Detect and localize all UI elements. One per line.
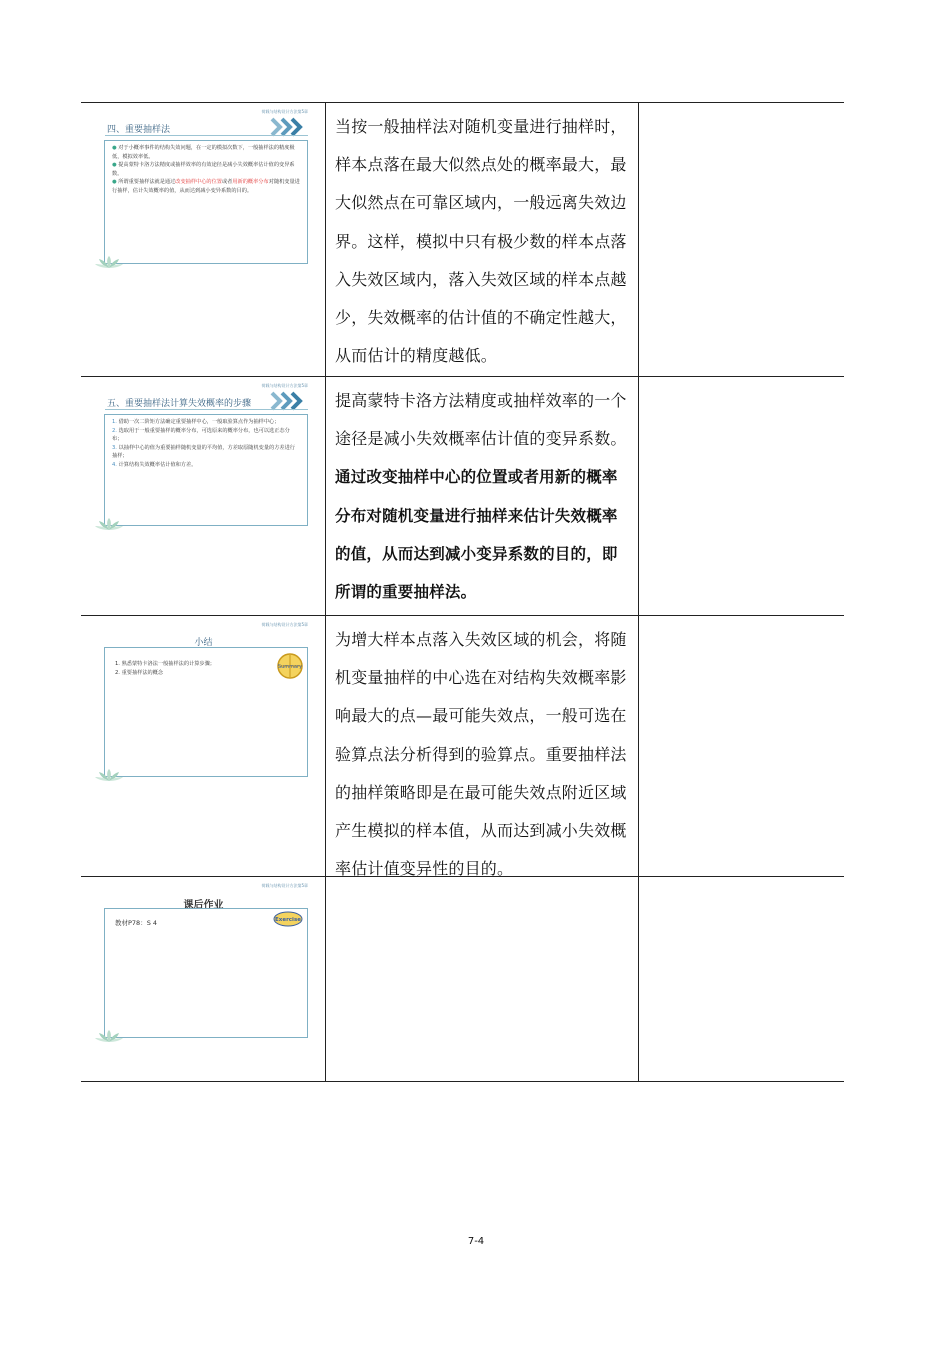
slide-title: 五、重要抽样法计算失效概率的步骤	[107, 399, 252, 409]
slide-thumbnail	[81, 616, 326, 786]
slide-divider	[105, 135, 308, 136]
text-cell	[326, 877, 639, 1081]
chevron-arrows-icon	[270, 117, 304, 137]
bullet-icon: ●	[112, 162, 119, 169]
table-row	[81, 377, 844, 616]
slide-body	[115, 919, 303, 928]
badge-label: Exercise	[275, 917, 301, 923]
list-item: 3. 以抽样中心的值为重要抽样随机变量的平均值，方差取原随机变量的方差进行抽样；	[112, 444, 295, 460]
list-item: 2. 选取用于一般重要抽样的概率分布，可选原来的概率分布，也可以选正态分布；	[112, 427, 290, 443]
notes-cell	[639, 103, 844, 376]
page-number: 7-4	[467, 1236, 485, 1247]
list-item: 1. 借助一次二阶矩方法确定重要抽样中心，一般取验算点作为抽样中心；	[112, 419, 280, 425]
slide-body	[115, 660, 303, 677]
slide-thumbnail	[81, 877, 326, 1047]
lotus-icon	[94, 255, 124, 269]
chevron-arrows-icon	[270, 391, 304, 411]
notes-cell	[639, 377, 844, 615]
lotus-icon	[94, 768, 124, 782]
bullet-icon: ●	[112, 179, 119, 186]
list-item: ● 所谓重要抽样法就是通过改变抽样中心的位置或者用新的概率分布对随机变量进行抽样，估计失效概率的值，从而达到减小变异系数的目的。	[112, 179, 300, 194]
slide-header: 荷载与结构设计方法第5章	[261, 883, 308, 888]
bullet-icon: ●	[112, 145, 119, 151]
paragraph: 当按一般抽样法对随机变量进行抽样时，样本点落在最大似然点处的概率最大，最大似然点在可靠区域内，一般远离失效边界。这样，模拟中只有极少数的样本点落入失效区域内，落入失效区域的样本点越少，失效概率的估计值的不确定性越大，从而估计的精度越低。	[335, 117, 627, 366]
slide-title: 课后作业	[183, 900, 224, 911]
slide-cell	[81, 616, 326, 876]
slide-title: 四、重要抽样法	[107, 125, 171, 135]
slide-body	[112, 418, 300, 470]
paragraph: 为增大样本点落入失效区域的机会，将随机变量抽样的中心选在对结构失效概率影响最大的点—最可能失效点，一般可选在验算点法分析得到的验算点。重要抽样法的抽样策略即是在最可能失效点附近区域产生模拟的样本值，从而达到减小失效概率估计值变异性的目的。	[335, 630, 627, 879]
notes-cell	[639, 616, 844, 876]
slide-header: 荷载与结构设计方法第5章	[261, 622, 308, 627]
slide-title: 小结	[194, 638, 213, 648]
slide-cell	[81, 103, 326, 376]
table-row	[81, 616, 844, 877]
text-cell	[326, 377, 639, 615]
text-cell	[326, 103, 639, 376]
slide-cell	[81, 377, 326, 615]
list-item: ● 提高蒙特卡洛方法精度或抽样效率的有效途径是减小失效概率估计值的变异系数。	[112, 162, 295, 177]
list-item: 2. 重要抽样法的概念	[115, 669, 164, 676]
badge-label: Summary	[277, 664, 303, 670]
list-item: 1. 熟悉蒙特卡洛法一般抽样法的计算步骤；	[115, 661, 215, 667]
slide-header: 荷载与结构设计方法第5章	[261, 383, 308, 388]
paragraph: 提高蒙特卡洛方法精度或抽样效率的一个途径是减小失效概率估计值的变异系数。通过改变抽样中心的位置或者用新的概率分布对随机变量进行抽样来估计失效概率的值，从而达到减小变异系数的目的，即所谓的重要抽样法。	[335, 391, 627, 602]
slide-cell	[81, 877, 326, 1081]
lotus-icon	[94, 1029, 124, 1043]
slide-thumbnail	[81, 103, 326, 273]
slide-divider	[105, 409, 308, 410]
slide-header: 荷载与结构设计方法第5章	[261, 109, 308, 114]
table-row	[81, 103, 844, 377]
table-row	[81, 877, 844, 1082]
list-item: 教材P78：S 4	[115, 919, 158, 927]
notes-cell	[639, 877, 844, 1081]
lotus-icon	[94, 517, 124, 531]
list-item: 4. 计算结构失效概率估计值和方差。	[112, 461, 197, 468]
slide-body	[112, 144, 300, 196]
list-item: ● 对于小概率事件的结构失效问题，在一定的模拟次数下，一般抽样法的精度极低，模拟效率低。	[112, 145, 295, 160]
lesson-plan-table	[81, 102, 844, 1082]
slide-thumbnail	[81, 377, 326, 547]
text-cell	[326, 616, 639, 879]
bold-definition: 通过改变抽样中心的位置或者用新的概率分布对随机变量进行抽样来估计失效概率的值，从而达到减小变异系数的目的，即所谓的重要抽样法。	[335, 468, 618, 602]
